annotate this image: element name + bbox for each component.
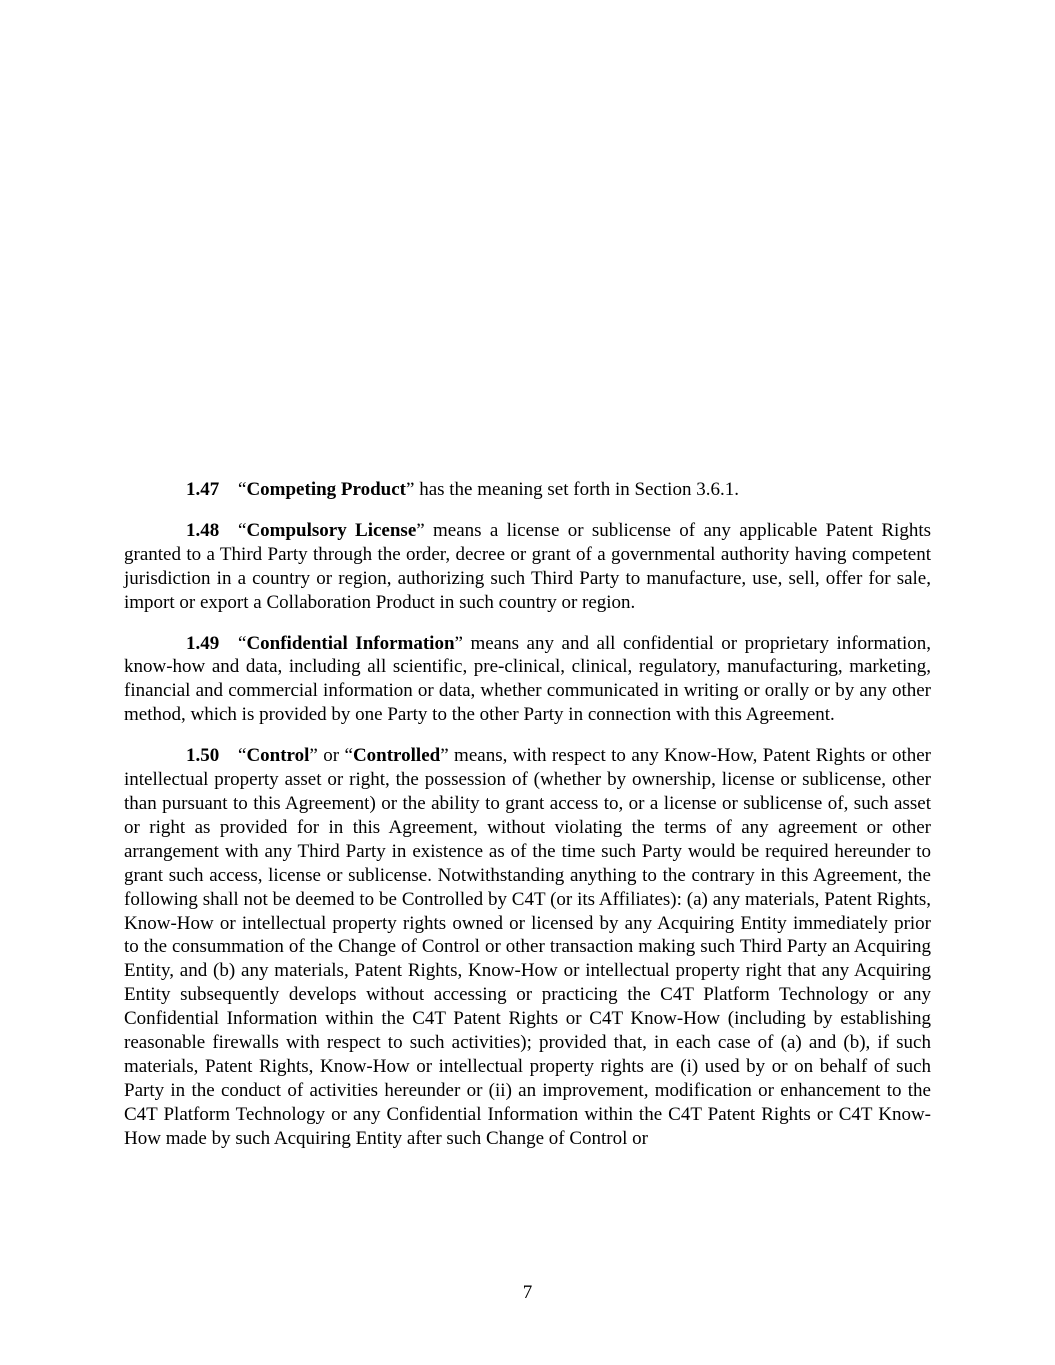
definition-text: means any and all confidential or proprietary information, know-how and data, including all scientific, pre-clinical, clinical, regulatory, manufacturing, marketing, financial and commercial information or data, whether communicated in writing or orally or by any other method, which is provided by one Party to the other Party in connection with this Agreement. xyxy=(124,632,931,726)
section-number: 1.48 xyxy=(186,519,220,541)
defined-term: Compulsory License xyxy=(246,519,417,541)
page-number: 7 xyxy=(522,1282,533,1303)
section-1-50 xyxy=(124,744,931,1150)
section-number: 1.50 xyxy=(186,745,220,767)
document-body xyxy=(124,478,931,1168)
section-1-47 xyxy=(124,478,931,502)
close-quote: ” xyxy=(440,745,449,767)
definition-text: means, with respect to any Know-How, Patent Rights or other intellectual property asset or right, the possession of (whether by ownership, license or sublicense, other than pursuant to this Agreement) or the ability to grant access to, or a license or sublicense of, such asset or right as provided for in this Agreement, without violating the terms of any agreement or other arrangement with any Third Party in existence as of the time such Party would be required hereunder to grant such access, license or sublicense. Notwithstanding anything to the contrary in this Agreement, the following shall not be deemed to be Controlled by C4T (or its Affiliates): (a) any materials, Patent Rights, Know-How or intellectual property rights owned or licensed by any Acquiring Entity immediately prior to the consummation of the Change of Control or other transaction making such Third Party an Acquiring Entity, and (b) any materials, Patent Rights, Know-How or intellectual property right that any Acquiring Entity subsequently develops without accessing or practicing the C4T Platform Technology or any Confidential Information within the C4T Patent Rights or C4T Know-How (including by establishing reasonable firewalls with respect to such activities); provided that, in each case of (a) and (b), if such materials, Patent Rights, Know-How or intellectual property rights are (i) used by or on behalf of such Party in the conduct of activities hereunder or (ii) an improvement, modification or enhancement to the C4T Platform Technology or any Confidential Information within the C4T Patent Rights or C4T Know-How made by such Acquiring Entity after such Change of Control or xyxy=(124,745,931,1149)
section-number: 1.49 xyxy=(186,632,220,654)
definition-text: means a license or sublicense of any applicable Patent Rights granted to a Third Party through the order, decree or grant of a governmental authority having competent jurisdiction in a country or region, authorizing such Third Party to manufacture, use, sell, offer for sale, import or export a Collaboration Product in such country or region. xyxy=(124,519,932,613)
close-quote: ” xyxy=(416,519,425,541)
section-number: 1.47 xyxy=(186,479,220,500)
open-quote: “ xyxy=(238,745,247,767)
term-connector: ” or “ xyxy=(309,745,353,767)
section-1-49 xyxy=(124,632,931,728)
defined-term-alt: Controlled xyxy=(352,745,441,767)
defined-term: Confidential Information xyxy=(246,632,455,654)
open-quote: “ xyxy=(238,519,247,541)
close-quote: ” xyxy=(454,632,463,654)
definition-text: has the meaning set forth in Section 3.6.1. xyxy=(414,479,739,500)
defined-term: Competing Product xyxy=(246,479,406,500)
defined-term: Control xyxy=(246,745,310,767)
section-1-48 xyxy=(124,519,931,615)
close-quote: ” xyxy=(406,479,415,500)
open-quote: “ xyxy=(238,479,247,500)
open-quote: “ xyxy=(238,632,247,654)
